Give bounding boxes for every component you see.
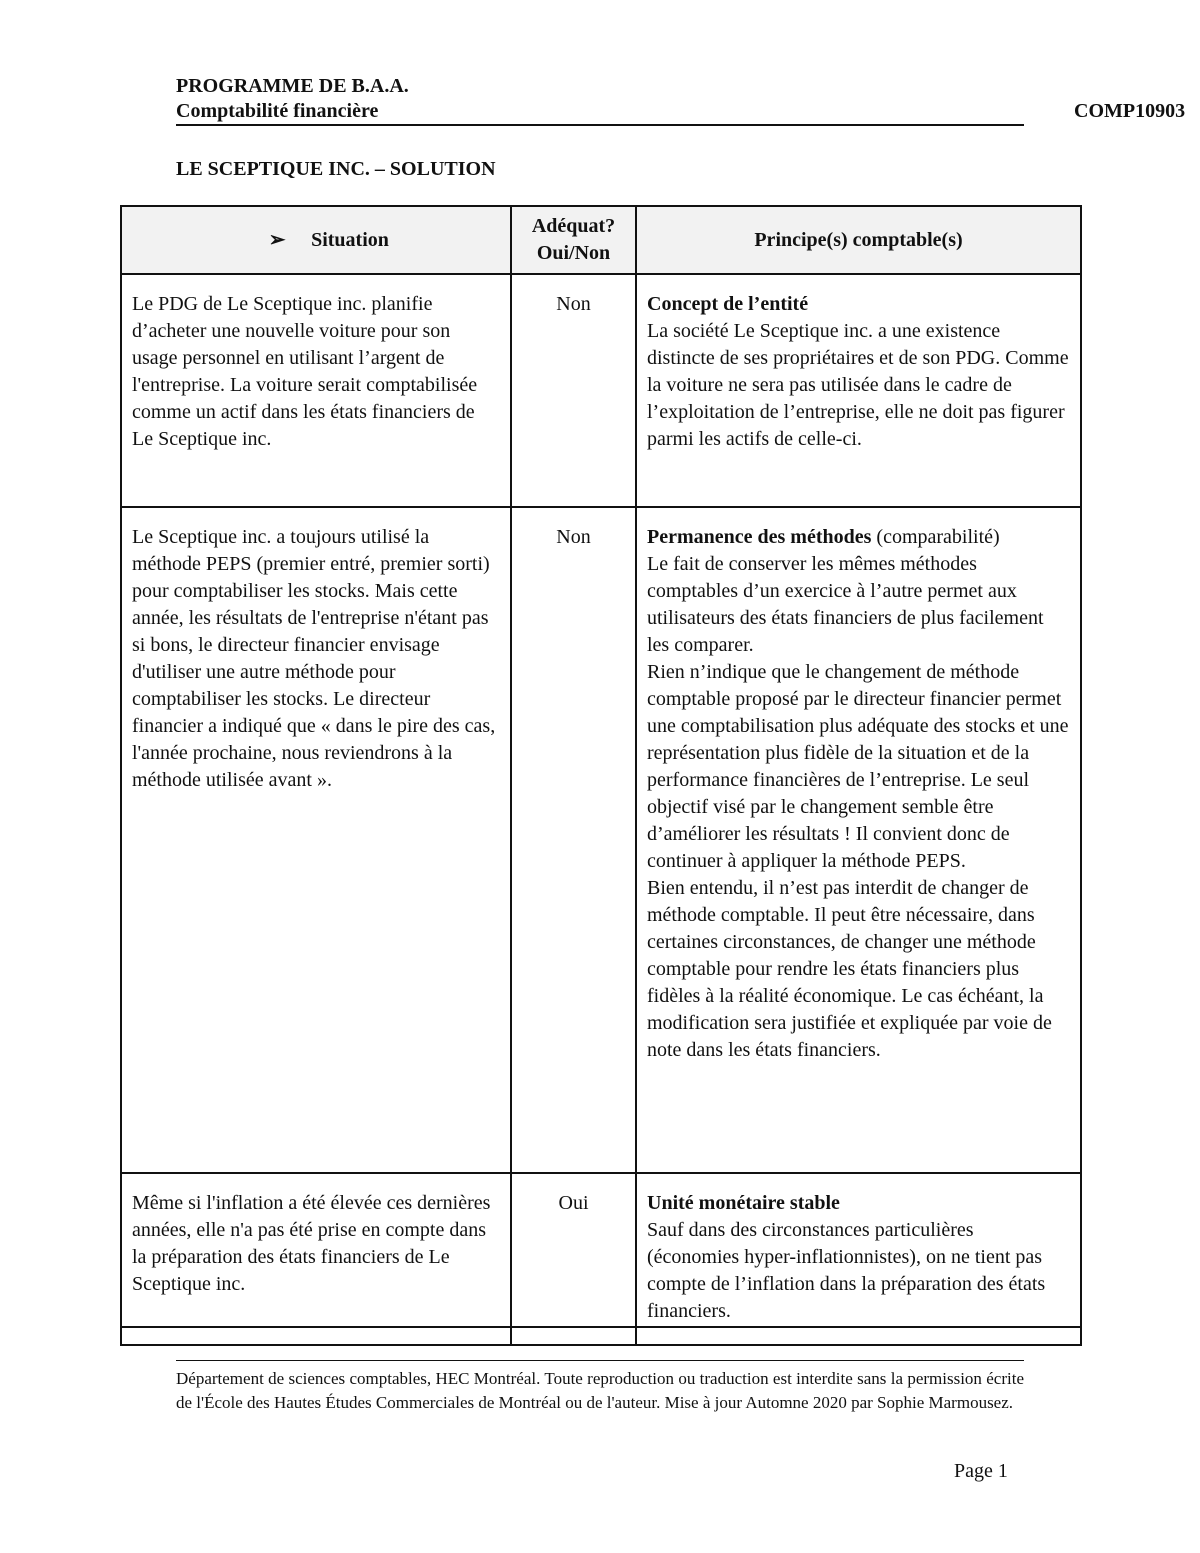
principle-title: Unité monétaire stable xyxy=(647,1192,840,1214)
footer-divider xyxy=(176,1360,1024,1361)
table-row xyxy=(121,1173,1081,1327)
principle-header: Principe(s) comptable(s) xyxy=(636,206,1081,274)
principle-title: Permanence des méthodes xyxy=(647,526,872,548)
principle-title: Concept de l’entité xyxy=(647,293,809,315)
adequate-header-line1: Adéquat? xyxy=(531,215,616,237)
situation-header-label: Situation xyxy=(311,228,389,251)
solution-table xyxy=(120,205,1082,1346)
principle-cell xyxy=(636,1173,1081,1327)
empty-cell xyxy=(511,1327,636,1345)
situation-cell: Le PDG de Le Sceptique inc. planifie d’acheter une nouvelle voiture pour son usage personnel en utilisant l’argent de l'entreprise. La voiture serait comptabilisée comme un actif dans les états financiers de Le Sceptique inc. xyxy=(121,274,511,507)
arrow-bullet-icon: ➢ xyxy=(268,228,286,251)
principle-text: La société Le Sceptique inc. a une existence distincte de ses propriétaires et de son PDG. Comme la voiture ne sera pas utilisée dans le cadre de l’exploitation de l’entreprise, elle ne doit pas figurer parmi les actifs de celle-ci. xyxy=(647,320,1069,450)
footer-notice: Département de sciences comptables, HEC Montréal. Toute reproduction ou traduction est interdite sans la permission écrite de l'École des Hautes Études Commerciales de Montréal ou de l'auteur. Mise à jour Automne 2020 par Sophie Marmousez. xyxy=(176,1369,1024,1412)
adequate-cell: Non xyxy=(511,507,636,1173)
table-row-empty xyxy=(121,1327,1081,1345)
adequate-header xyxy=(511,206,636,274)
situation-header xyxy=(121,206,511,274)
document-title: LE SCEPTIQUE INC. – SOLUTION xyxy=(176,158,496,180)
course-name: Comptabilité financière xyxy=(176,100,379,122)
principle-suffix: (comparabilité) xyxy=(871,526,1000,548)
document-header xyxy=(176,74,1186,126)
empty-cell xyxy=(636,1327,1081,1345)
table-header-row xyxy=(121,206,1081,274)
table-row xyxy=(121,507,1081,1173)
principle-text: Sauf dans des circonstances particulières (économies hyper-inflationnistes), on ne tient pas compte de l’inflation dans la préparation des états financiers. xyxy=(647,1219,1046,1322)
course-row xyxy=(176,98,1186,126)
document-footer xyxy=(176,1360,1024,1415)
adequate-header-line2: Oui/Non xyxy=(536,242,611,264)
adequate-cell: Oui xyxy=(511,1173,636,1327)
principle-cell xyxy=(636,274,1081,507)
course-code: COMP10903 xyxy=(1074,100,1186,122)
program-name: PROGRAMME DE B.A.A. xyxy=(176,75,409,97)
empty-cell xyxy=(121,1327,511,1345)
page-number: Page 1 xyxy=(954,1460,1008,1482)
situation-cell: Même si l'inflation a été élevée ces dernières années, elle n'a pas été prise en compte dans la préparation des états financiers de Le Sceptique inc. xyxy=(121,1173,511,1327)
situation-cell: Le Sceptique inc. a toujours utilisé la méthode PEPS (premier entré, premier sorti) pour comptabiliser les stocks. Mais cette année, les résultats de l'entreprise n'étant pas si bons, le directeur financier envisage d'utiliser une autre méthode pour comptabiliser les stocks. Le directeur financier a indiqué que « dans le pire des cas, l'année prochaine, nous reviendrons à la méthode utilisée avant ». xyxy=(121,507,511,1173)
principle-cell xyxy=(636,507,1081,1173)
principle-text: Le fait de conserver les mêmes méthodes comptables d’un exercice à l’autre permet aux utilisateurs des états financiers de plus facilement les comparer. Rien n’indique que le changement de méthode comptable proposé par le directeur financier permet une comptabilisation plus adéquate des stocks et une représentation plus fidèle de la situation et de la performance financières de l’entreprise. Le seul objectif visé par le changement semble être d’améliorer les résultats ! Il convient donc de continuer à appliquer la méthode PEPS. Bien entendu, il n’est pas interdit de changer de méthode comptable. Il peut être nécessaire, dans certaines circonstances, de changer une méthode comptable pour rendre les états financiers plus fidèles à la réalité économique. Le cas échéant, la modification sera justifiée et expliquée par voie de note dans les états financiers. xyxy=(647,553,1069,1061)
adequate-cell: Non xyxy=(511,274,636,507)
table-row xyxy=(121,274,1081,507)
